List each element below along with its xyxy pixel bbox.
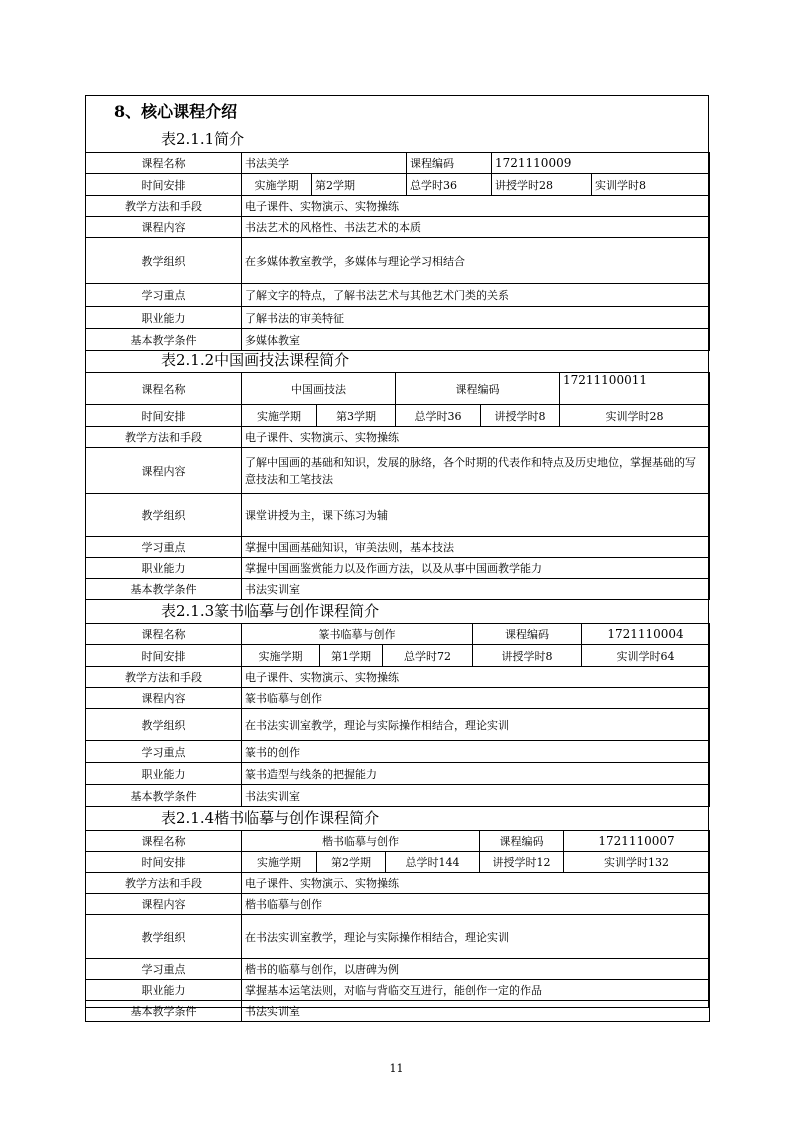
label-course-name: 课程名称 [86, 153, 242, 174]
methods: 电子课件、实物演示、实物操练 [242, 667, 710, 688]
label-semester: 实施学期 [242, 852, 317, 873]
label-focus: 学习重点 [86, 959, 242, 980]
course-name: 中国画技法 [242, 373, 396, 405]
organization: 在多媒体教室教学，多媒体与理论学习相结合 [242, 238, 710, 284]
label-semester: 实施学期 [242, 405, 317, 427]
label-focus: 学习重点 [86, 537, 242, 558]
semester: 第1学期 [320, 645, 383, 667]
methods: 电子课件、实物演示、实物操练 [242, 873, 710, 894]
table-caption: 表2.1.2中国画技法课程简介 [161, 351, 350, 369]
label-ability: 职业能力 [86, 307, 242, 329]
course-code: 17211100011 [560, 373, 710, 405]
label-content: 课程内容 [86, 894, 242, 915]
label-conditions: 基本教学条件 [86, 329, 242, 351]
course-code: 1721110009 [492, 153, 710, 174]
course-name: 篆书临摹与创作 [242, 624, 473, 645]
lecture-hours: 讲授学时8 [481, 405, 560, 427]
total-hours: 总学时36 [407, 174, 492, 196]
table-caption: 表2.1.3篆书临摹与创作课程简介 [161, 602, 380, 620]
practice-hours: 实训学时132 [564, 852, 710, 873]
label-course-name: 课程名称 [86, 373, 242, 405]
label-semester: 实施学期 [242, 645, 320, 667]
total-hours: 总学时144 [386, 852, 480, 873]
label-schedule: 时间安排 [86, 852, 242, 873]
total-hours: 总学时36 [396, 405, 481, 427]
conditions: 多媒体教室 [242, 329, 710, 351]
label-focus: 学习重点 [86, 741, 242, 763]
course-code: 1721110004 [582, 624, 710, 645]
organization: 在书法实训室教学，理论与实际操作相结合，理论实训 [242, 709, 710, 741]
label-course-name: 课程名称 [86, 624, 242, 645]
label-focus: 学习重点 [86, 284, 242, 307]
focus: 了解文字的特点，了解书法艺术与其他艺术门类的关系 [242, 284, 710, 307]
label-course-code: 课程编码 [473, 624, 582, 645]
focus: 掌握中国画基础知识，审美法则，基本技法 [242, 537, 710, 558]
table-caption: 表2.1.4楷书临摹与创作课程简介 [161, 809, 380, 827]
conditions: 书法实训室 [242, 1001, 710, 1022]
course-code: 1721110007 [564, 831, 710, 852]
label-organization: 教学组织 [86, 494, 242, 537]
label-conditions: 基本教学条件 [86, 785, 242, 807]
ability: 掌握中国画鉴赏能力以及作画方法，以及从事中国画教学能力 [242, 558, 710, 579]
label-organization: 教学组织 [86, 238, 242, 284]
label-organization: 教学组织 [86, 915, 242, 959]
table-caption: 表2.1.1简介 [161, 130, 245, 148]
practice-hours: 实训学时8 [592, 174, 710, 196]
lecture-hours: 讲授学时28 [492, 174, 592, 196]
label-course-code: 课程编码 [480, 831, 564, 852]
label-schedule: 时间安排 [86, 174, 242, 196]
organization: 课堂讲授为主，课下练习为辅 [242, 494, 710, 537]
lecture-hours: 讲授学时8 [473, 645, 582, 667]
label-content: 课程内容 [86, 688, 242, 709]
label-schedule: 时间安排 [86, 645, 242, 667]
focus: 篆书的创作 [242, 741, 710, 763]
focus: 楷书的临摹与创作，以唐碑为例 [242, 959, 710, 980]
course-table [85, 623, 710, 807]
label-course-name: 课程名称 [86, 831, 242, 852]
organization: 在书法实训室教学，理论与实际操作相结合，理论实训 [242, 915, 710, 959]
label-course-code: 课程编码 [407, 153, 492, 174]
practice-hours: 实训学时28 [560, 405, 710, 427]
methods: 电子课件、实物演示、实物操练 [242, 196, 710, 217]
label-schedule: 时间安排 [86, 405, 242, 427]
semester: 第2学期 [317, 852, 386, 873]
course-name: 楷书临摹与创作 [242, 831, 480, 852]
lecture-hours: 讲授学时12 [480, 852, 564, 873]
ability: 掌握基本运笔法则，对临与背临交互进行，能创作一定的作品 [242, 980, 710, 1001]
ability: 了解书法的审美特征 [242, 307, 710, 329]
content: 篆书临摹与创作 [242, 688, 710, 709]
semester: 第2学期 [312, 174, 407, 196]
label-ability: 职业能力 [86, 558, 242, 579]
label-ability: 职业能力 [86, 763, 242, 785]
methods: 电子课件、实物演示、实物操练 [242, 427, 710, 448]
section-title: 8、核心课程介绍 [114, 102, 238, 121]
course-table [85, 830, 710, 1022]
semester: 第3学期 [317, 405, 396, 427]
label-methods: 教学方法和手段 [86, 427, 242, 448]
content: 书法艺术的风格性、书法艺术的本质 [242, 217, 710, 238]
course-name: 书法美学 [242, 153, 407, 174]
label-conditions: 基本教学条件 [86, 1001, 242, 1022]
label-methods: 教学方法和手段 [86, 873, 242, 894]
label-course-code: 课程编码 [396, 373, 560, 405]
total-hours: 总学时72 [383, 645, 473, 667]
label-organization: 教学组织 [86, 709, 242, 741]
label-content: 课程内容 [86, 448, 242, 494]
conditions: 书法实训室 [242, 579, 710, 600]
ability: 篆书造型与线条的把握能力 [242, 763, 710, 785]
content: 了解中国画的基础和知识，发展的脉络，各个时期的代表作和特点及历史地位，掌握基础的写意技法和工笔技法 [242, 448, 710, 494]
course-table [85, 152, 710, 351]
course-table [85, 372, 710, 600]
conditions: 书法实训室 [242, 785, 710, 807]
label-ability: 职业能力 [86, 980, 242, 1001]
label-semester: 实施学期 [242, 174, 312, 196]
label-methods: 教学方法和手段 [86, 196, 242, 217]
label-methods: 教学方法和手段 [86, 667, 242, 688]
label-content: 课程内容 [86, 217, 242, 238]
content: 楷书临摹与创作 [242, 894, 710, 915]
label-conditions: 基本教学条件 [86, 579, 242, 600]
page-number: 11 [389, 1062, 404, 1075]
practice-hours: 实训学时64 [582, 645, 710, 667]
